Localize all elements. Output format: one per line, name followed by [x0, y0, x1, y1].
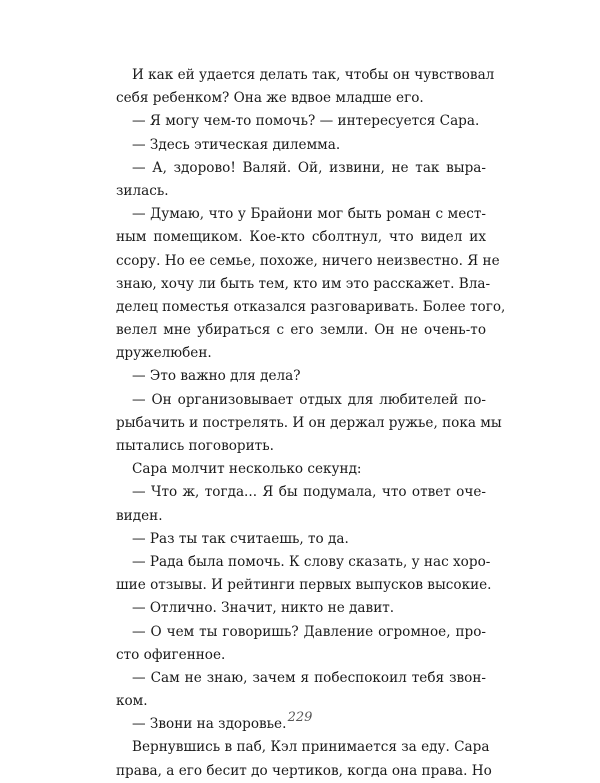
text-line: — О чем ты говоришь? Давление огромное, про-	[132, 623, 486, 640]
page-number: 229	[287, 710, 313, 725]
text-line: делец поместья отказался разговаривать. Более того,	[116, 298, 506, 315]
text-line: — Что ж, тогда... Я бы подумала, что ответ оче-	[132, 484, 486, 501]
text-line: знаю, хочу ли быть тем, кто им это расскажет. Вла-	[116, 275, 491, 292]
text-line: — Я могу чем-то помочь? — интересуется Сара.	[132, 113, 480, 130]
page-body-text	[116, 64, 506, 783]
text-line: — Это важно для дела?	[132, 368, 301, 385]
text-line: пытались поговорить.	[116, 438, 274, 454]
text-line: И как ей удается делать так, чтобы он чувствовал	[132, 67, 495, 83]
text-line: дружелюбен.	[116, 345, 212, 362]
text-line: Сара молчит несколько секунд:	[132, 461, 362, 478]
text-line: — Рада была помочь. К слову сказать, у нас хоро-	[132, 553, 491, 570]
text-line: Вернувшись в паб, Кэл принимается за еду. Сара	[132, 739, 490, 756]
text-line: — Раз ты так считаешь, то да.	[132, 530, 349, 547]
text-line: — А, здорово! Валяй. Ой, извини, не так выра-	[132, 159, 486, 176]
text-line: шие отзывы. И рейтинги первых выпусков высокие.	[116, 577, 492, 594]
text-line: — Звони на здоровье.	[132, 716, 287, 733]
text-line: ным помещиком. Кое-кто сболтнул, что видел их	[116, 229, 486, 246]
text-line: зилась.	[116, 182, 169, 199]
text-line: ссору. Но ее семье, похоже, ничего неизвестно. Я не	[116, 252, 500, 269]
text-line: виден.	[116, 507, 163, 524]
text-line: — Думаю, что у Брайони мог быть роман с мест-	[132, 206, 486, 223]
text-line: — Он организовывает отдых для любителей по-	[132, 391, 486, 408]
text-line: — Сам не знаю, зачем я побеспокоил тебя звон-	[132, 669, 486, 686]
text-line: рыбачить и пострелять. И он держал ружье, пока мы	[116, 414, 502, 431]
text-line: права, а его бесит до чертиков, когда она права. Но	[116, 762, 492, 779]
text-line: ком.	[116, 693, 148, 710]
text-line: велел мне убираться с его земли. Он не очень-то	[116, 322, 486, 339]
text-line: — Отлично. Значит, никто не давит.	[132, 600, 395, 617]
text-line: — Здесь этическая дилемма.	[132, 136, 341, 153]
text-line: себя ребенком? Она же вдвое младше его.	[116, 90, 424, 107]
text-line: сто офигенное.	[116, 646, 226, 663]
